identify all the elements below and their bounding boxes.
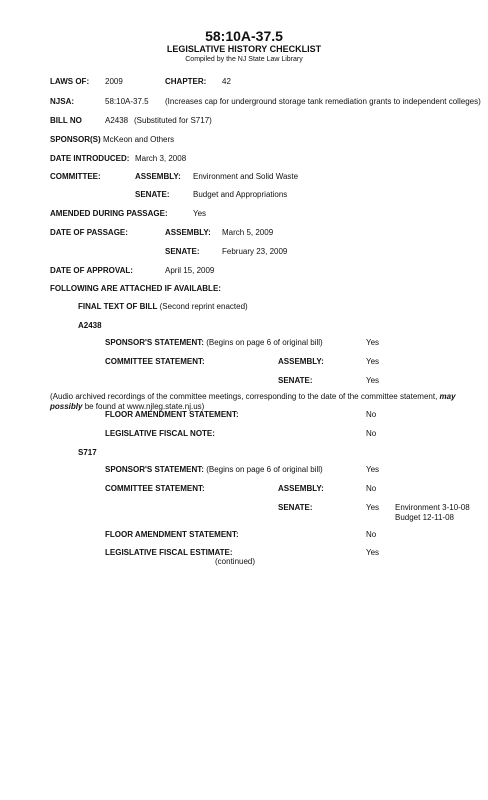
final-text-note: (Second reprint enacted): [159, 302, 248, 311]
a2438-fiscal-label: LEGISLATIVE FISCAL NOTE:: [105, 429, 215, 438]
a2438-sponsor-note: (Begins on page 6 of original bill): [206, 338, 323, 347]
s717-assembly-label: ASSEMBLY:: [278, 484, 324, 493]
chapter-value: 42: [222, 77, 231, 86]
committee-label: COMMITTEE:: [50, 172, 101, 181]
chapter-label: CHAPTER:: [165, 77, 207, 86]
amended-value: Yes: [193, 209, 207, 218]
njsa-description: (Increases cap for underground storage tank remediation grants to independent colleges): [165, 97, 481, 106]
passage-assembly-label: ASSEMBLY:: [165, 228, 211, 237]
s717-senate-note-1: Environment 3-10-08: [395, 503, 470, 512]
a2438-committee-label: COMMITTEE STATEMENT:: [105, 357, 205, 366]
s717-floor-value: No: [366, 530, 377, 539]
s717-senate-value: Yes: [366, 503, 380, 512]
a2438-floor-value: No: [366, 410, 377, 419]
committee-assembly-label: ASSEMBLY:: [135, 172, 181, 181]
passage-assembly-value: March 5, 2009: [222, 228, 274, 237]
s717-sponsor-value: Yes: [366, 465, 380, 474]
sponsors-label: SPONSOR(S): [50, 135, 101, 144]
continued-note: (continued): [215, 557, 256, 566]
amended-label: AMENDED DURING PASSAGE:: [50, 209, 168, 218]
approval-label: DATE OF APPROVAL:: [50, 266, 133, 275]
final-text-label: FINAL TEXT OF BILL: [78, 302, 158, 311]
s717-heading: S717: [78, 448, 97, 457]
a2438-senate-label: SENATE:: [278, 376, 313, 385]
s717-sponsor-row: [105, 465, 323, 474]
a2438-assembly-value: Yes: [366, 357, 380, 366]
passage-senate-label: SENATE:: [165, 247, 200, 256]
sponsors-value: McKeon and Others: [103, 135, 175, 144]
bill-no-note: (Substituted for S717): [134, 116, 212, 125]
bill-no-label: BILL NO: [50, 116, 82, 125]
a2438-fiscal-value: No: [366, 429, 377, 438]
bill-no-value: A2438: [105, 116, 129, 125]
checklist-subtitle: LEGISLATIVE HISTORY CHECKLIST: [166, 44, 322, 54]
s717-sponsor-note: (Begins on page 6 of original bill): [206, 465, 323, 474]
s717-fiscal-label: LEGISLATIVE FISCAL ESTIMATE:: [105, 548, 233, 557]
a2438-sponsor-row: [105, 338, 323, 347]
attached-heading: FOLLOWING ARE ATTACHED IF AVAILABLE:: [50, 284, 221, 293]
compiled-by: Compiled by the NJ State Law Library: [185, 56, 303, 63]
a2438-sponsor-value: Yes: [366, 338, 380, 347]
approval-value: April 15, 2009: [165, 266, 215, 275]
committee-assembly-value: Environment and Solid Waste: [193, 172, 299, 181]
a2438-floor-label: FLOOR AMENDMENT STATEMENT:: [105, 410, 239, 419]
s717-floor-label: FLOOR AMENDMENT STATEMENT:: [105, 530, 239, 539]
njsa-label: NJSA:: [50, 97, 75, 106]
committee-senate-value: Budget and Appropriations: [193, 190, 288, 199]
s717-sponsor-label: SPONSOR'S STATEMENT:: [105, 465, 204, 474]
laws-of-label: LAWS OF:: [50, 77, 90, 86]
final-text: [78, 302, 248, 311]
date-introduced-label: DATE INTRODUCED:: [50, 154, 130, 163]
passage-senate-value: February 23, 2009: [222, 247, 288, 256]
a2438-heading: A2438: [78, 321, 102, 330]
s717-assembly-value: No: [366, 484, 377, 493]
laws-of-value: 2009: [105, 77, 123, 86]
s717-committee-label: COMMITTEE STATEMENT:: [105, 484, 205, 493]
s717-senate-note-2: Budget 12-11-08: [395, 513, 455, 522]
s717-fiscal-value: Yes: [366, 548, 380, 557]
a2438-assembly-label: ASSEMBLY:: [278, 357, 324, 366]
audio-note-end: be found at www.njleg.state.nj.us): [84, 402, 205, 411]
committee-senate-label: SENATE:: [135, 190, 170, 199]
date-introduced-value: March 3, 2008: [135, 154, 187, 163]
s717-senate-label: SENATE:: [278, 503, 313, 512]
passage-label: DATE OF PASSAGE:: [50, 228, 128, 237]
audio-note-start: (Audio archived recordings of the committee meetings, corresponding to the date of the committee statement,: [50, 392, 438, 401]
audio-note: [50, 392, 480, 412]
audio-note-emphasis: may possibly: [50, 392, 456, 411]
a2438-senate-value: Yes: [366, 376, 380, 385]
njsa-value: 58:10A-37.5: [105, 97, 149, 106]
a2438-sponsor-label: SPONSOR'S STATEMENT:: [105, 338, 204, 347]
page-title: 58:10A-37.5: [205, 28, 283, 44]
